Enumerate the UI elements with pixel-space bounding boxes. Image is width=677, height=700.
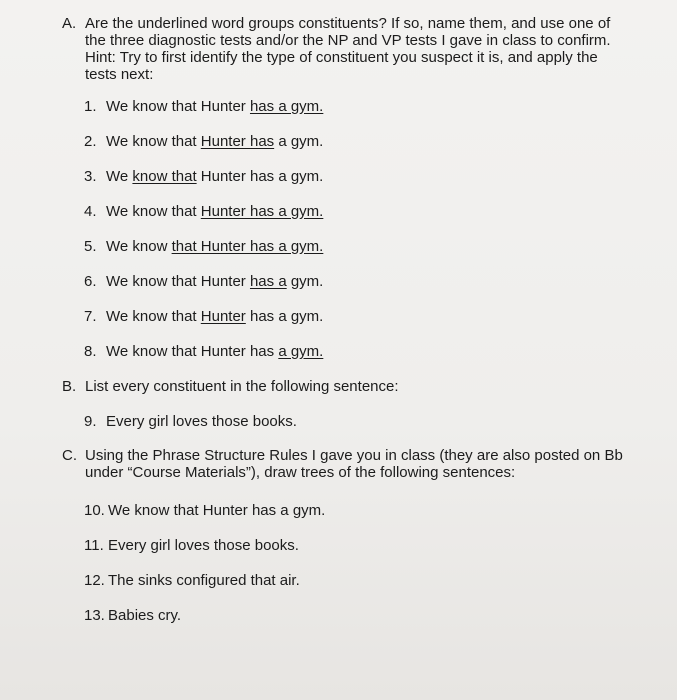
item-text-after: Hunter has a gym. <box>196 168 324 185</box>
list-item <box>84 168 323 185</box>
section-b-letter: B. <box>62 378 77 395</box>
underlined-phrase: Hunter <box>200 308 246 325</box>
underlined-phrase: that Hunter has a gym. <box>171 238 324 255</box>
underlined-phrase: know that <box>132 168 197 185</box>
list-item <box>84 133 323 150</box>
list-item <box>84 572 300 589</box>
list-item <box>84 502 325 519</box>
item-text-before: We know that Hunter <box>106 273 250 290</box>
list-item <box>84 203 323 220</box>
section-b-line-1: List every constituent in the following sentence: <box>85 378 399 395</box>
underlined-phrase: has a <box>249 273 287 290</box>
item-text: We know that Hunter has a gym. <box>108 502 326 519</box>
list-item <box>84 98 323 115</box>
list-item <box>84 537 299 554</box>
item-number: 13. <box>84 607 105 624</box>
section-c-line-2: under “Course Materials”), draw trees of the following sentences: <box>85 464 516 481</box>
item-number: 8. <box>84 343 97 360</box>
item-number: 11. <box>84 537 104 554</box>
item-text-before: We know that <box>106 203 201 220</box>
list-item <box>84 273 323 290</box>
underlined-phrase: Hunter has a gym. <box>200 203 324 220</box>
list-item <box>84 607 181 624</box>
underlined-phrase: has a gym. <box>249 98 324 115</box>
list-item <box>84 413 297 430</box>
section-a-line-1: Are the underlined word groups constituents? If so, name them, and use one of <box>85 15 611 32</box>
item-number: 3. <box>84 168 97 185</box>
list-item <box>84 343 323 360</box>
section-c-letter: C. <box>62 447 77 464</box>
item-text-before: We know that <box>106 133 201 150</box>
list-item <box>84 238 323 255</box>
item-text-before: We know <box>106 238 172 255</box>
item-text-after: has a gym. <box>245 308 324 325</box>
section-a-line-2: the three diagnostic tests and/or the NP and VP tests I gave in class to confirm. <box>85 32 611 49</box>
list-item <box>84 308 323 325</box>
item-number: 5. <box>84 238 97 255</box>
item-text: Babies cry. <box>108 607 182 624</box>
item-number: 6. <box>84 273 97 290</box>
item-text-before: We know that <box>106 308 201 325</box>
item-number: 1. <box>84 98 97 115</box>
underlined-phrase: Hunter has <box>200 133 275 150</box>
item-number: 10. <box>84 502 105 519</box>
item-text-after: gym. <box>286 273 324 290</box>
item-number: 9. <box>84 413 97 430</box>
section-a-line-3: Hint: Try to first identify the type of constituent you suspect it is, and apply the <box>85 49 598 66</box>
item-number: 4. <box>84 203 97 220</box>
item-number: 12. <box>84 572 105 589</box>
item-text-before: We know that Hunter has <box>106 343 279 360</box>
item-number: 2. <box>84 133 97 150</box>
item-text: The sinks configured that air. <box>108 572 300 589</box>
section-c-line-1: Using the Phrase Structure Rules I gave you in class (they are also posted on Bb <box>85 447 623 464</box>
item-text-before: We know that Hunter <box>106 98 250 115</box>
item-text: Every girl loves those books. <box>108 537 299 554</box>
section-a-letter: A. <box>62 15 77 32</box>
item-text-before: We <box>106 168 133 185</box>
underlined-phrase: a gym. <box>278 343 324 360</box>
item-number: 7. <box>84 308 97 325</box>
item-text: Every girl loves those books. <box>106 413 297 430</box>
item-text-after: a gym. <box>274 133 324 150</box>
section-a-line-4: tests next: <box>85 66 154 83</box>
